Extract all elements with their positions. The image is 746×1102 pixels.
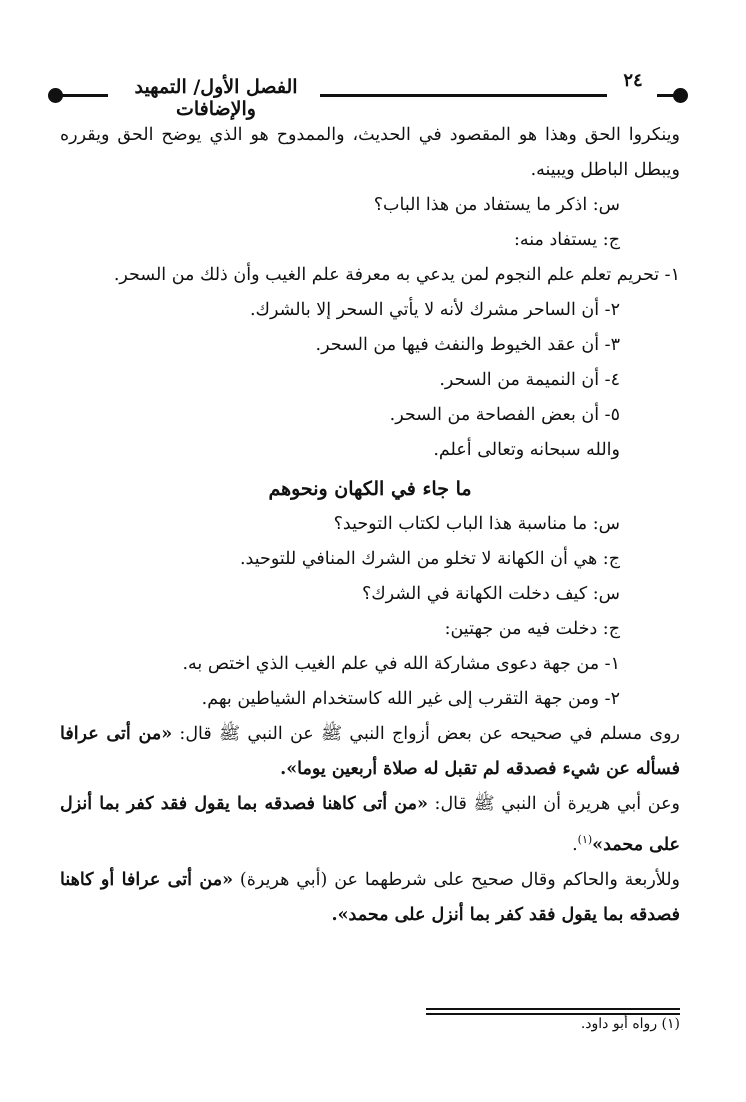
hadith-paragraph	[60, 863, 680, 933]
punctuation: .	[572, 834, 578, 855]
list-item: ٤- أن النميمة من السحر.	[439, 370, 620, 390]
list-item: ٢- أن الساحر مشرك لأنه لا يأتي السحر إلا بالشرك.	[249, 300, 620, 320]
question: س: كيف دخلت الكهانة في الشرك؟	[361, 584, 620, 604]
footnote: (١) رواه أبو داود.	[580, 1016, 680, 1032]
answer: ج: هي أن الكهانة لا تخلو من الشرك المنافي للتوحيد.	[239, 549, 620, 569]
paragraph: وينكروا الحق وهذا هو المقصود في الحديث، والممدوح هو الذي يوضح الحق ويقرره ويبطل الباطل ويبينه.	[60, 125, 680, 180]
section-heading: ما جاء في الكهان ونحوهم	[268, 478, 472, 500]
list-item: ٢- ومن جهة التقرب إلى غير الله كاستخدام الشياطين بهم.	[201, 689, 620, 709]
page-body	[60, 118, 680, 933]
list-item: ٥- أن بعض الفصاحة من السحر.	[389, 405, 620, 425]
page-header	[48, 66, 688, 120]
list-item: ٣- أن عقد الخيوط والنفث فيها من السحر.	[315, 335, 620, 355]
hadith-intro: وللأربعة والحاكم وقال صحيح على شرطهما عن (أبي هريرة)	[233, 869, 681, 890]
hadith-paragraph	[60, 787, 680, 863]
answer: ج: دخلت فيه من جهتين:	[444, 619, 620, 639]
hadith-intro: وعن أبي هريرة أن النبي ﷺ قال:	[427, 794, 680, 814]
list-item: ١- تحريم تعلم علم النجوم لمن يدعي به معرفة علم الغيب وأن ذلك من السحر.	[113, 265, 680, 285]
header-rule	[320, 94, 607, 97]
header-ornament-dot	[673, 88, 688, 103]
hadith-quote: «من أتى عرافا فسأله عن شيء فصدقه لم تقبل له صلاة أربعين يوما».	[60, 724, 680, 779]
footnote-reference: (١)	[577, 833, 593, 846]
answer: ج: يستفاد منه:	[514, 230, 620, 250]
hadith-quote: «من أتى كاهنا فصدقه بما يقول فقد كفر بما أنزل على محمد»	[60, 794, 680, 855]
header-rule	[62, 94, 108, 97]
hadith-paragraph	[60, 717, 680, 787]
question: س: اذكر ما يستفاد من هذا الباب؟	[373, 195, 620, 215]
list-item: ١- من جهة دعوى مشاركة الله في علم الغيب الذي اختص به.	[182, 654, 620, 674]
hadith-intro: روى مسلم في صحيحه عن بعض أزواج النبي ﷺ عن النبي ﷺ قال:	[172, 724, 680, 744]
question: س: ما مناسبة هذا الباب لكتاب التوحيد؟	[333, 514, 620, 534]
closing-line: والله سبحانه وتعالى أعلم.	[433, 440, 620, 460]
page-number: ٢٤	[623, 70, 643, 91]
hadith-quote: «من أتى عرافا أو كاهنا فصدقه بما يقول فقد كفر بما أنزل على محمد».	[60, 869, 680, 925]
header-ornament-dot	[48, 88, 63, 103]
chapter-title: الفصل الأول/ التمهيد والإضافات	[134, 76, 298, 120]
